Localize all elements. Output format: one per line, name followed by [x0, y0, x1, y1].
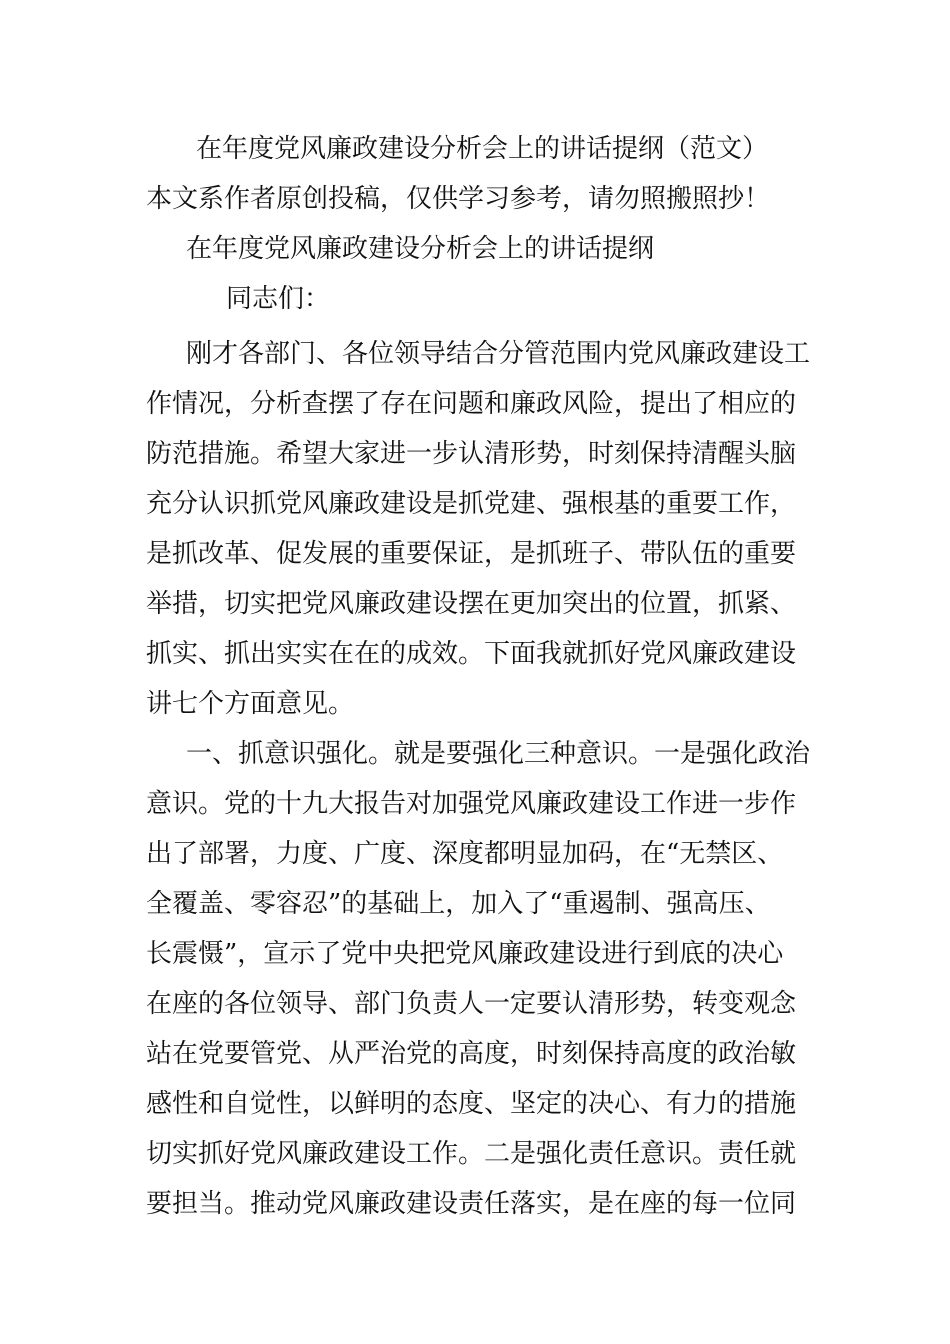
document-title: 在年度党风廉政建设分析会上的讲话提纲（范文）	[196, 134, 769, 164]
paragraph-line: 作情况，分析查摆了存在问题和廉政风险，提出了相应的	[146, 389, 797, 419]
paragraph-line: 讲七个方面意见。	[146, 689, 355, 719]
paragraph-line: 举措，切实把党风廉政建设摆在更加突出的位置，抓紧、	[146, 589, 797, 619]
paragraph-line: 站在党要管党、从严治党的高度，时刻保持高度的政治敏	[146, 1039, 797, 1069]
paragraph-line: 刚才各部门、各位领导结合分管范围内党风廉政建设工	[186, 339, 811, 369]
salutation: 同志们：	[226, 284, 331, 314]
paragraph-line: 充分认识抓党风廉政建设是抓党建、强根基的重要工作，	[146, 489, 797, 519]
paragraph-line: 出了部署，力度、广度、深度都明显加码，在“无禁区、	[146, 839, 784, 869]
paragraph-2	[146, 729, 811, 1229]
copyright-notice: 本文系作者原创投稿，仅供学习参考，请勿照搬照抄！	[146, 184, 771, 214]
paragraph-line: 一、抓意识强化。就是要强化三种意识。一是强化政治	[186, 739, 811, 769]
paragraph-1	[146, 329, 811, 729]
paragraph-line: 全覆盖、零容忍”的基础上，加入了“重遏制、强高压、	[146, 889, 771, 919]
paragraph-line: 是抓改革、促发展的重要保证，是抓班子、带队伍的重要	[146, 539, 797, 569]
paragraph-line: 要担当。推动党风廉政建设责任落实，是在座的每一位同	[146, 1189, 797, 1219]
paragraph-line: 防范措施。希望大家进一步认清形势，时刻保持清醒头脑	[146, 439, 797, 469]
paragraph-line: 感性和自觉性，以鲜明的态度、坚定的决心、有力的措施	[146, 1089, 797, 1119]
paragraph-line: 抓实、抓出实实在在的成效。下面我就抓好党风廉政建设	[146, 639, 797, 669]
document-subtitle: 在年度党风廉政建设分析会上的讲话提纲	[186, 234, 655, 264]
paragraph-line: 长震慑”，宣示了党中央把党风廉政建设进行到底的决心	[146, 939, 784, 969]
paragraph-line: 在座的各位领导、部门负责人一定要认清形势，转变观念	[146, 989, 797, 1019]
paragraph-line: 意识。党的十九大报告对加强党风廉政建设工作进一步作	[146, 789, 797, 819]
paragraph-line: 切实抓好党风廉政建设工作。二是强化责任意识。责任就	[146, 1139, 797, 1169]
